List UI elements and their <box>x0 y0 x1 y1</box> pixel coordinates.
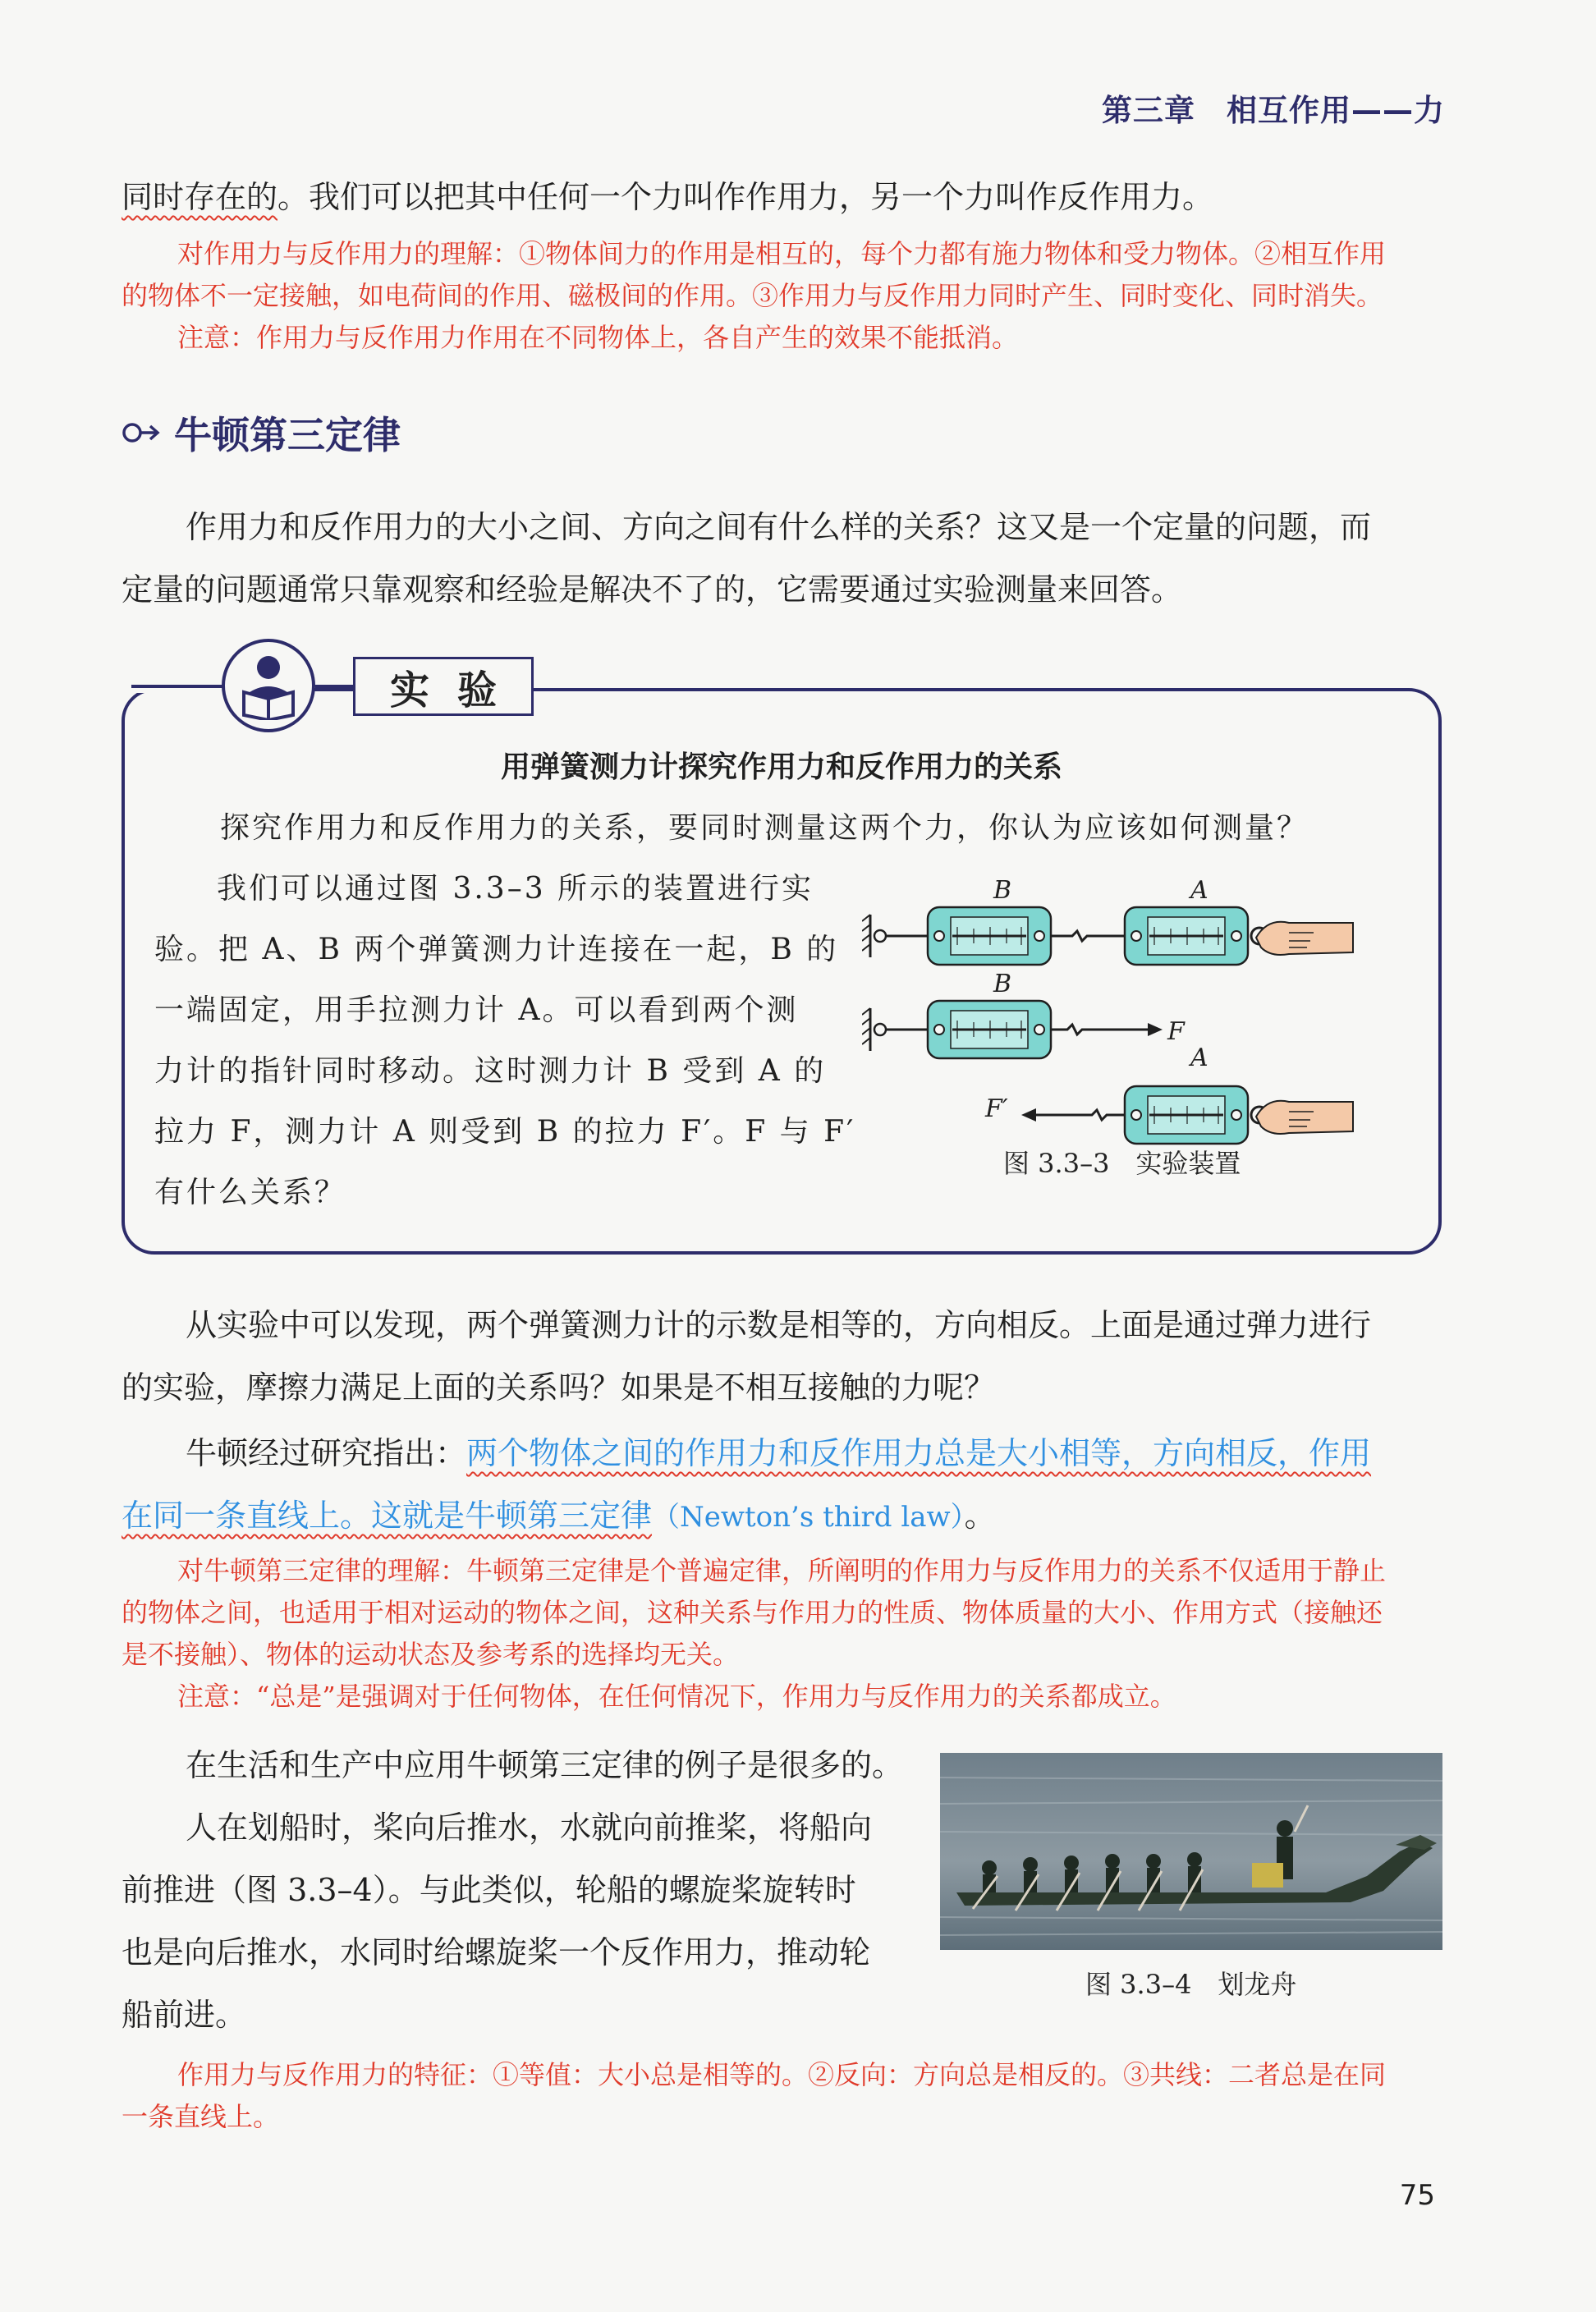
paragraph-line: 在生活和生产中应用牛顿第三定律的例子是很多的。 <box>186 1747 904 1783</box>
figure-caption-apparatus: 图 3.3–3 实验装置 <box>1003 1148 1241 1179</box>
chapter-header: 第三章 相互作用——力 <box>1102 93 1445 128</box>
paragraph-line: 从实验中可以发现，两个弹簧测力计的示数是相等的，方向相反。上面是通过弹力进行 <box>186 1307 1372 1343</box>
dragon-boat-photo <box>940 1753 1442 1950</box>
note-line: 对牛顿第三定律的理解：牛顿第三定律是个普遍定律，所阐明的作用力与反作用力的关系不仅适用于静止 <box>177 1555 1387 1586</box>
experiment-question: 探究作用力和反作用力的关系，要同时测量这两个力，你认为应该如何测量？ <box>220 811 1309 845</box>
experiment-description <box>154 859 855 1223</box>
intro-paragraph <box>122 166 1213 228</box>
paragraph-result <box>122 1294 1371 1419</box>
intro-text: 。我们可以把其中任何一个力叫作作用力，另一个力叫作反作用力。 <box>277 179 1214 215</box>
note-line: 的物体之间，也适用于相对运动的物体之间，这种关系与作用力的性质、物体质量的大小、作用方式（接触还 <box>122 1597 1383 1628</box>
spring-scale-a-top <box>1125 907 1248 965</box>
newton-third-law-statement <box>122 1422 1371 1548</box>
note-line: 一条直线上。 <box>122 2101 280 2132</box>
law-text-line2: 在同一条直线上。这就是牛顿第三定律 <box>122 1498 653 1534</box>
note-line: 作用力与反作用力的特征：①等值：大小总是相等的。②反向：方向总是相反的。③共线：二者总是在同 <box>177 2059 1387 2090</box>
figure-caption-dragon-boat: 图 3.3–4 划龙舟 <box>1085 1969 1297 2000</box>
figure-label-b-top: B <box>993 878 1012 905</box>
paragraph-applications <box>122 1734 903 2046</box>
experiment-line: 拉力 F，测力计 A 则受到 B 的拉力 F′。F 与 F′ <box>154 1115 856 1149</box>
law-text-line1: 两个物体之间的作用力和反作用力总是大小相等，方向相反，作用 <box>466 1435 1372 1471</box>
spring-scale-b-top <box>928 907 1051 965</box>
page-number: 75 <box>1399 2179 1435 2212</box>
paragraph-line: 也是向后推水，水同时给螺旋桨一个反作用力，推动轮 <box>122 1934 871 1970</box>
paragraph-line: 人在划船时，桨向后推水，水就向前推桨，将船向 <box>186 1810 873 1846</box>
experiment-line: 一端固定，用手拉测力计 A。可以看到两个测 <box>154 993 799 1027</box>
paragraph-quantitative <box>122 496 1371 621</box>
section-arrow-icon <box>122 411 163 455</box>
figure-wall-top-icon <box>862 915 886 957</box>
experiment-line: 验。把 A、B 两个弹簧测力计连接在一起，B 的 <box>154 933 839 966</box>
experiment-tab: 实验 <box>353 657 534 716</box>
paragraph-line: 定量的问题通常只靠观察和经验是解决不了的，它需要通过实验测量来回答。 <box>122 571 1183 608</box>
spring-scale-figure <box>862 878 1387 1158</box>
hand-bottom-icon <box>1256 1101 1353 1134</box>
note-newton-third-law <box>122 1550 1386 1718</box>
experiment-subtitle: 用弹簧测力计探究作用力和反作用力的关系 <box>500 750 1062 784</box>
law-english-name: （Newton’s third law） <box>652 1501 965 1534</box>
section-heading <box>122 406 401 460</box>
figure-label-f-prime: F′ <box>985 1094 1008 1123</box>
paragraph-line: 船前进。 <box>122 1997 247 2033</box>
figure-label-a-bottom: A <box>1190 1044 1208 1072</box>
section-title: 牛顿第三定律 <box>174 413 401 457</box>
note-action-reaction <box>122 233 1386 359</box>
experiment-line: 力计的指针同时移动。这时测力计 B 受到 A 的 <box>154 1054 827 1088</box>
intro-underlined-text: 同时存在的 <box>122 179 278 215</box>
law-end: 。 <box>964 1498 996 1534</box>
figure-label-f: F <box>1167 1017 1185 1046</box>
paragraph-line: 前推进（图 3.3–4）。与此类似，轮船的螺旋桨旋转时 <box>122 1872 856 1908</box>
experiment-line: 我们可以通过图 3.3–3 所示的装置进行实 <box>217 872 814 906</box>
spring-scale-b-mid <box>928 1001 1051 1058</box>
paragraph-line: 的实验，摩擦力满足上面的关系吗？如果是不相互接触的力呢？ <box>122 1369 996 1406</box>
note-line: 是不接触）、物体的运动状态及参考系的选择均无关。 <box>122 1639 740 1670</box>
paragraph-line: 作用力和反作用力的大小之间、方向之间有什么样的关系？这又是一个定量的问题，而 <box>186 509 1372 545</box>
experiment-line: 有什么关系？ <box>154 1176 347 1209</box>
figure-label-b-mid: B <box>993 970 1012 998</box>
note-line: 注意：“总是”是强调对于任何物体，在任何情况下，作用力与反作用力的关系都成立。 <box>177 1681 1176 1712</box>
force-f-arrow-icon <box>1148 1023 1163 1036</box>
note-features <box>122 2054 1386 2138</box>
law-prefix: 牛顿经过研究指出： <box>186 1435 467 1471</box>
note-line: 对作用力与反作用力的理解：①物体间力的作用是相互的，每个力都有施力物体和受力物体。②相互作用 <box>177 238 1387 269</box>
figure-label-a-top: A <box>1190 878 1208 905</box>
figure-wall-mid-icon <box>862 1008 886 1051</box>
hand-top-icon <box>1256 922 1353 955</box>
note-line: 的物体不一定接触，如电荷间的作用、磁极间的作用。③作用力与反作用力同时产生、同时变化、同时消失。 <box>122 280 1383 311</box>
spring-scale-a-bottom <box>1125 1086 1248 1144</box>
note-line: 注意：作用力与反作用力作用在不同物体上，各自产生的效果不能抵消。 <box>177 322 1019 353</box>
experiment-reader-icon <box>222 639 315 732</box>
